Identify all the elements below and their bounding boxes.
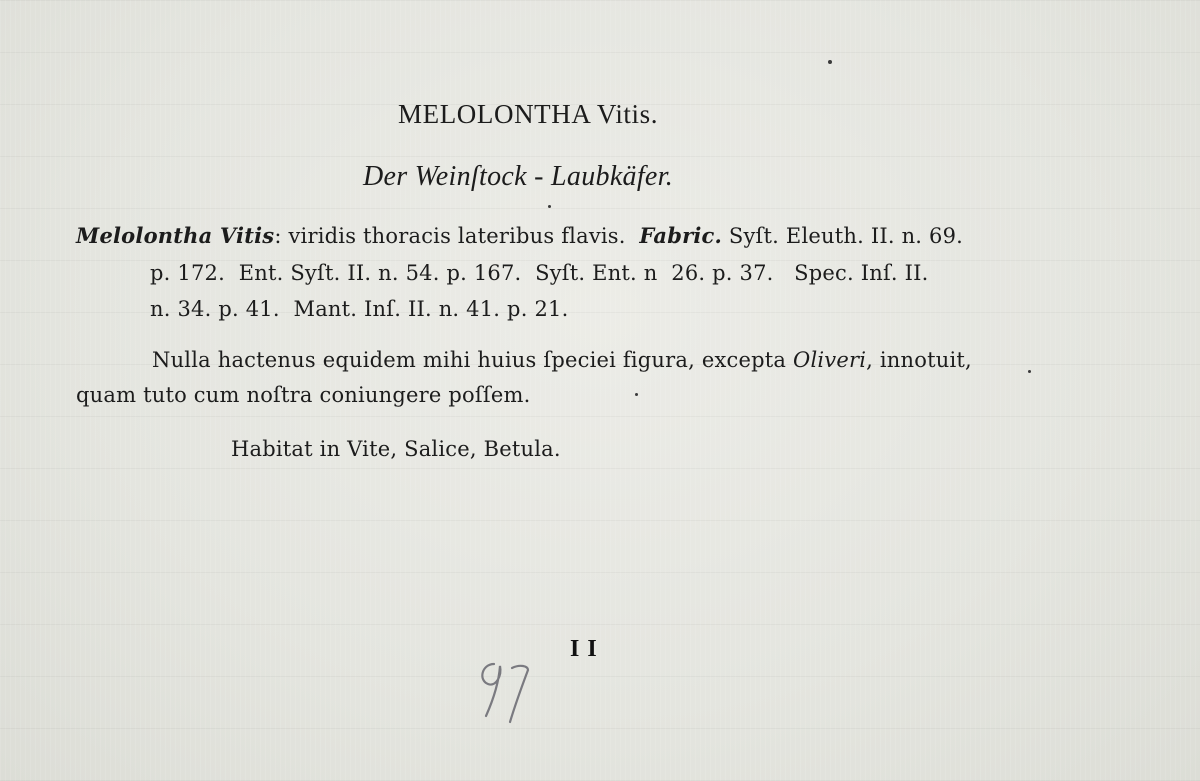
paragraph-end: , innotuit,	[866, 348, 972, 372]
synonymy-line-2: p. 172. Ent. Syſt. II. n. 54. p. 167. Syſt. Ent. n 26. p. 37. Spec. Inſ. II.	[150, 261, 929, 285]
citation-eleuth: Syſt. Eleuth. II. n. 69.	[728, 224, 964, 248]
fabric-label: Fabric.	[639, 223, 723, 248]
paragraph-line-2: quam tuto cum noſtra coniungere poſſem.	[76, 383, 531, 407]
synonymy-line-3: n. 34. p. 41. Mant. Inſ. II. n. 41. p. 21.	[150, 297, 569, 321]
habitat-line: Habitat in Vite, Salice, Betula.	[231, 437, 561, 461]
handwritten-number	[472, 650, 542, 730]
paragraph-start: Nulla hactenus equidem mihi huius ſpeciei figura, excepta	[152, 348, 787, 372]
paper-speck	[828, 60, 832, 64]
synonymy-line-1	[76, 223, 963, 249]
oliveri-name: Oliveri	[793, 348, 867, 372]
synonym-name: Melolontha Vitis	[76, 223, 275, 248]
species-title: MELOLONTHA Vitis.	[398, 99, 659, 129]
synonym-description: : viridis thoracis lateribus flavis.	[274, 224, 626, 248]
paper-speck	[635, 393, 638, 396]
paragraph-line-1	[152, 347, 972, 373]
species-common-name: Der Weinſtock - Laubkäfer.	[363, 161, 674, 192]
paper-speck	[548, 205, 551, 208]
paper-speck	[1028, 370, 1031, 373]
signature-mark: I I	[570, 636, 598, 662]
